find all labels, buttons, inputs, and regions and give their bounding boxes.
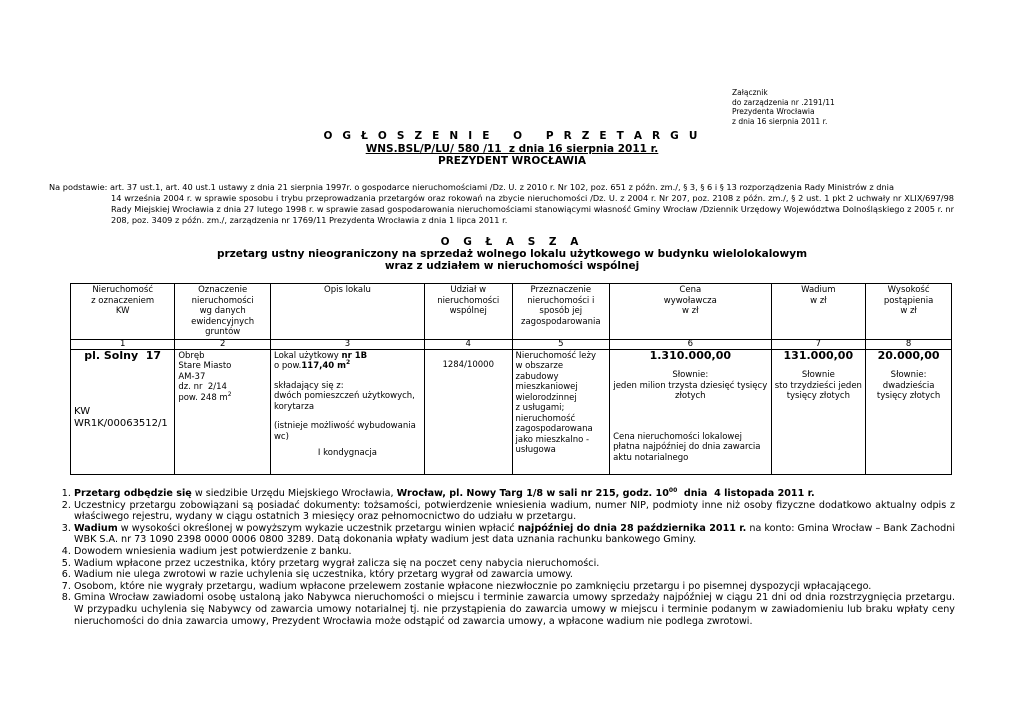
list-item: 1. Przetarg odbędzie się w siedzibie Urzędu Miejskiego Wrocławia, Wrocław, pl. Nowy Targ 1/8 w sali nr 215, godz. $10^{00}$ dnia 4 listopada 2011 r. (74, 488, 955, 500)
list-item: 4. Dowodem wniesienia wadium jest potwierdzenie z banku. (74, 546, 955, 558)
announce-title: O G Ł A S Z A (440, 236, 584, 248)
unit-floor: I kondygnacja (317, 448, 377, 458)
header-cell: Opis lokalu (270, 284, 424, 340)
purpose-cell: Nieruchomość leży w obszarze zabudowy mieszkaniowej wielorodzinnej z usługami; nieruchomość zagospodarowana jako mieszkalno - usługowa (512, 349, 610, 474)
table-row (71, 349, 952, 474)
column-number: 3 (270, 339, 424, 349)
annex-note (732, 88, 835, 126)
annex-line: do zarządzenia nr .2191/11 (732, 97, 835, 107)
unit-composition: dwóch pomieszczeń użytkowych, korytarza (273, 391, 415, 412)
document-title: O G Ł O S Z E N I E O P R Z E T A R G U (323, 130, 701, 142)
column-number: 7 (771, 339, 866, 349)
document-reference: WNS.BSL/P/LU/ 580 /11 z dnia 16 sierpnia 2011 r. (365, 143, 659, 155)
increment-words-label: Słownie: (890, 370, 927, 380)
list-item: 6. Wadium nie ulega zwrotowi w razie uchylenia się uczestnika, który przetarg wygrał od zawarcia umowy. (74, 569, 955, 581)
increment-cell (866, 349, 952, 474)
column-number: 1 (71, 339, 175, 349)
deposit-words: sto trzydzieści jeden tysięcy złotych (774, 380, 862, 401)
parcel-line: dz. nr 2/14 (178, 382, 227, 392)
list-item: 8. Gmina Wrocław zawiadomi osobę ustaloną jako Nabywca nieruchomości o miejscu i terminie zawarcia umowy sprzedaży najpóźniej w ciągu 21 dni od dnia rozstrzygnięcia przetargu. W przypadku uchylenia się Nabywcy od zawarcia umowy notarialnej tj. nie przystąpienia do zawarcia umowy w miejscu i terminie podanym w zawiadomieniu lub braku wpłaty ceny nieruchomości do dnia zawarcia umowy, Prezydent Wrocławia może odstąpić od zawarcia umowy, a wpłacone wadium nie podlega zwrotowi. (74, 592, 955, 627)
increment-words: dwadzieścia tysięcy złotych (876, 380, 941, 401)
parcel-cell (175, 349, 271, 474)
column-number: 5 (512, 339, 610, 349)
property-cell (71, 349, 175, 474)
list-item: 5. Wadium wpłacone przez uczestnika, który przetarg wygrał zalicza się na poczet ceny nabycia nieruchomości. (74, 558, 955, 570)
property-table (70, 283, 952, 475)
unit-composition-label: składający się z: (273, 380, 344, 391)
header-cell: Nieruchomość z oznaczeniem KW (71, 284, 175, 340)
legal-basis-continuation: 14 września 2004 r. w sprawie sposobu i trybu przeprowadzania przetargów oraz rokowań na zbycie nieruchomości /Dz. U. z 2004 r. Nr 207, poz. 2108 z późn. zm./, § 2 ust. 1 pkt 2 uchwały nr XLIX/697/98 Rady Miejskiej Wrocławia z dnia 27 lutego 1998 r. w sprawie zasad gospodarowania nieruchomościami stanowiącymi własność Gminy Wrocław /Dziennik Urzędowy Województwa Dolnośląskiego z 2005 r. nr 208, poz. 3409 z późn. zm./, zarządzenia nr 1769/11 Prezydenta Wrocławia z dnia 1 lipca 2011 r. (111, 193, 954, 225)
share-value: 1284/10000 (442, 359, 494, 370)
document-issuer: PREZYDENT WROCŁAWIA (438, 155, 586, 167)
table-number-row (71, 339, 952, 349)
header-cell: Cena wywoławcza w zł (610, 284, 771, 340)
list-item: 7. Osobom, które nie wygrały przetargu, wadium wpłacone przelewem zostanie wpłacone niezwłocznie po zamknięciu przetargu i po pisemnej dyspozycji wpłacającego. (74, 581, 955, 593)
price-words: jeden milion trzysta dziesięć tysięcy złotych (613, 380, 768, 401)
annex-line: Prezydenta Wrocławia (732, 107, 815, 116)
deposit-words-label: Słownie (801, 370, 835, 380)
price-cell (610, 349, 771, 474)
unit-line: Lokal użytkowy nr 1B (273, 350, 368, 361)
column-number: 8 (866, 339, 952, 349)
list-item: 2. Uczestnicy przetargu zobowiązani są posiadać dokumenty: tożsamości, potwierdzenie wniesienia wadium, numer NIP, podmioty inne niż osoby fizyczne dodatkowo aktualny odpis z właściwego rejestru, wydany w ciągu ostatnich 3 miesięcy oraz pełnomocnictwo do udziału w przetargu. (74, 500, 955, 523)
header-cell: Wysokość postąpienia w zł (866, 284, 952, 340)
property-address: pl. Solny 17 (84, 348, 162, 362)
deposit-value: 131.000,00 (783, 348, 854, 362)
terms-list (57, 486, 959, 627)
annex-line: z dnia 16 sierpnia 2011 r. (732, 116, 828, 126)
parcel-line: Obręb (178, 350, 205, 361)
unit-area: o pow.117,40 $m^2$ (273, 359, 351, 371)
annex-line: Załącznik (732, 88, 768, 97)
header-cell: Oznaczenie nieruchomości wg danych ewidencyjnych gruntów (175, 284, 271, 340)
column-number: 6 (610, 339, 771, 349)
table-header-row (71, 284, 952, 340)
legal-basis-line: Na podstawie: art. 37 ust.1, art. 40 ust.1 ustawy z dnia 21 sierpnia 1997r. o gospodarce nieruchomościami /Dz. U. z 2010 r. Nr 102, poz. 651 z późn. zm./, § 3, § 6 i § 13 rozporządzenia Rady Ministrów z dnia (49, 182, 894, 192)
description-cell (270, 349, 424, 474)
deposit-cell (771, 349, 866, 474)
header-cell: Przeznaczenie nieruchomości i sposób jej zagospodarowania (512, 284, 610, 340)
unit-note: (istnieje możliwość wybudowania wc) (273, 421, 416, 442)
header-cell: Udział w nieruchomości wspólnej (424, 284, 512, 340)
announce-subtitle: przetarg ustny nieograniczony na sprzedaż wolnego lokalu użytkowego w budynku wielolokalowym (216, 248, 808, 260)
price-value: 1.310.000,00 (649, 348, 731, 362)
announce-subtitle-2: wraz z udziałem w nieruchomości wspólnej (384, 260, 640, 272)
price-note: Cena nieruchomości lokalowej płatna najpóźniej do dnia zawarcia aktu notarialnego (613, 431, 761, 463)
parcel-area: pow. 248 $m^2$ (178, 390, 232, 403)
header-cell: Wadium w zł (771, 284, 866, 340)
kw-label: KW (74, 405, 91, 417)
parcel-line: AM-37 (178, 371, 206, 382)
list-item: 3. Wadium w wysokości określonej w powyższym wykazie uczestnik przetargu winien wpłacić najpóźniej do dnia 28 października 2011 r. na konto: Gmina Wrocław – Bank Zachodni WBK S.A. nr 73 1090 2398 0000 0006 0800 3289. Datą dokonania wpłaty wadium jest data uznania rachunku bankowego Gminy. (74, 523, 955, 546)
column-number: 2 (175, 339, 271, 349)
share-cell (424, 349, 512, 474)
increment-value: 20.000,00 (877, 348, 940, 362)
legal-basis (49, 182, 954, 226)
price-words-label: Słownie: (672, 370, 709, 380)
kw-number: WR1K/00063512/1 (74, 418, 168, 429)
column-number: 4 (424, 339, 512, 349)
parcel-line: Stare Miasto (178, 361, 232, 371)
